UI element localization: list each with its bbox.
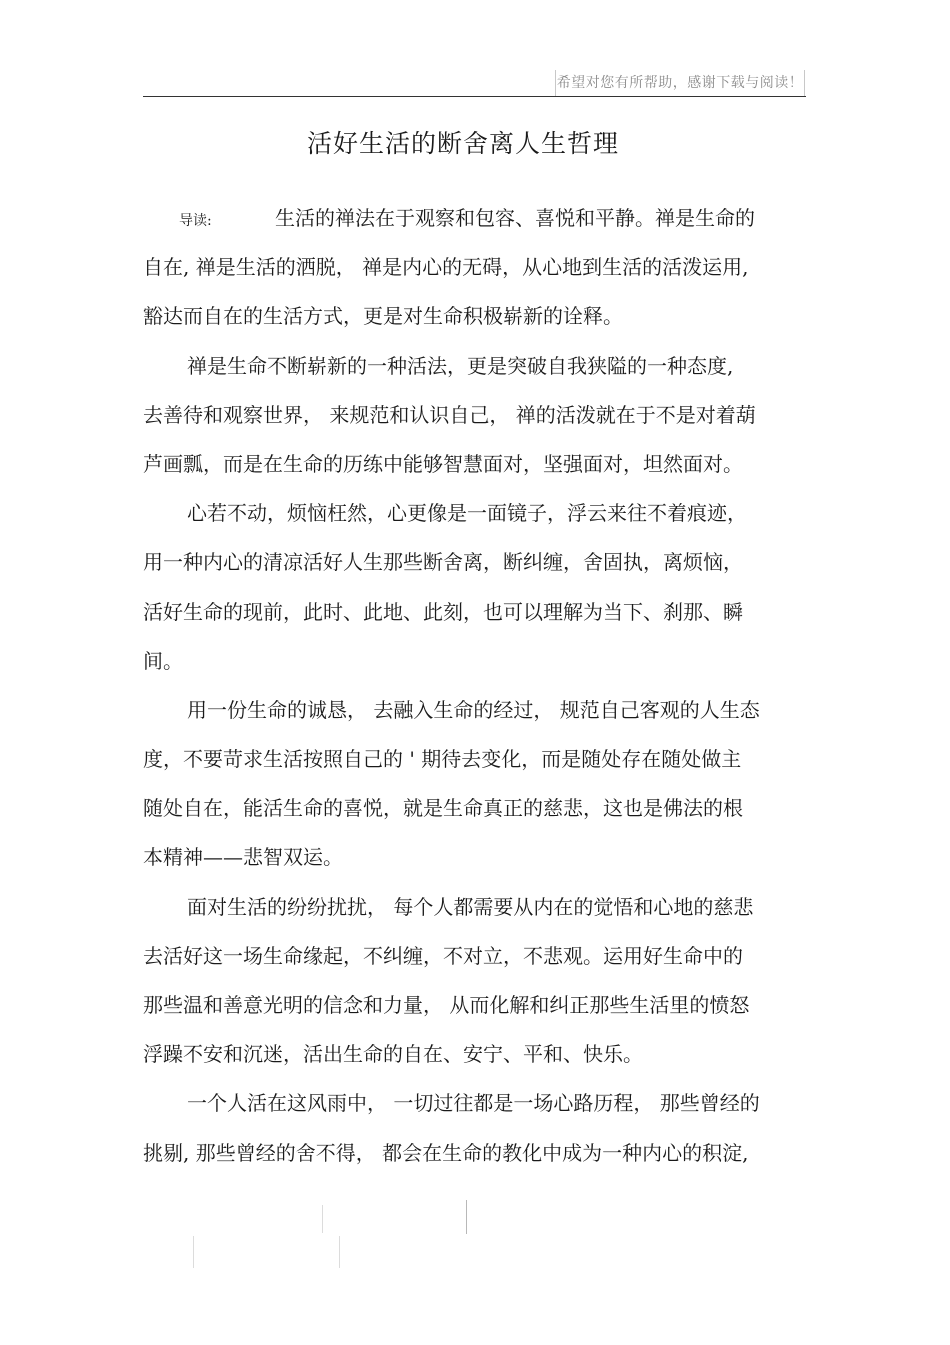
- intro-line: 自在, 禅是生活的洒脱， 禅是内心的无碍，从心地到生活的活泼运用,: [143, 255, 749, 280]
- scan-mark: [466, 1200, 467, 1234]
- header-rule: [143, 96, 806, 97]
- paragraph-line: 度，不要苛求生活按照自己的 ' 期待去变化，而是随处存在随处做主: [143, 747, 742, 772]
- scan-mark: [193, 1236, 194, 1268]
- paragraph-line: 间。: [143, 648, 183, 673]
- paragraph-line: 那些温和善意光明的信念和力量， 从而化解和纠正那些生活里的愤怒: [143, 993, 750, 1017]
- paragraph-line: 心若不动，烦恼枉然，心更像是一面镜子，浮云来往不着痕迹，: [187, 501, 747, 526]
- intro-line: 豁达而自在的生活方式，更是对生命积极崭新的诠释。: [143, 304, 623, 329]
- text-line: [143, 200, 803, 249]
- paragraph-line: 去活好这一场生命缘起，不纠缠，不对立，不悲观。运用好生命中的: [143, 943, 743, 968]
- paragraph-line: 浮躁不安和沉迷，活出生命的自在、安宁、平和、快乐。: [143, 1042, 643, 1067]
- paragraph-line: 挑剔, 那些曾经的舍不得， 都会在生命的教化中成为一种内心的积淀,: [143, 1140, 749, 1165]
- paragraph-line: 用一种内心的清凉活好人生那些断舍离，断纠缠，舍固执，离烦恼，: [143, 550, 743, 575]
- scan-mark: [339, 1236, 340, 1268]
- header-note: 希望对您有所帮助，感谢下载与阅读！: [555, 70, 805, 96]
- paragraph-line: 禅是生命不断崭新的一种活法，更是突破自我狭隘的一种态度,: [187, 353, 734, 378]
- paragraph-line: 活好生命的现前，此时、此地、此刻，也可以理解为当下、刹那、瞬: [143, 599, 743, 624]
- intro-label: 导读:: [179, 213, 212, 229]
- paragraph-line: 用一份生命的诚恳， 去融入生命的经过， 规范自己客观的人生态: [187, 697, 760, 722]
- paragraph-line: 芦画瓢，而是在生命的历练中能够智慧面对，坚强面对，坦然面对。: [143, 451, 743, 476]
- paragraph-line: 一个人活在这风雨中， 一切过往都是一场心路历程， 那些曾经的: [187, 1091, 760, 1116]
- paragraph-line: 随处自在，能活生命的喜悦，就是生命真正的慈悲，这也是佛法的根: [143, 796, 743, 821]
- intro-line: 生活的禅法在于观察和包容、喜悦和平静。禅是生命的: [275, 206, 755, 230]
- paragraph-line: 去善待和观察世界， 来规范和认识自己， 禅的活泼就在于不是对着葫: [143, 402, 756, 427]
- article-body: [143, 200, 803, 1184]
- paragraph-line: 本精神——悲智双运。: [143, 845, 343, 870]
- paragraph-line: 面对生活的纷纷扰扰， 每个人都需要从内在的觉悟和心地的慈悲: [187, 894, 754, 919]
- scan-mark: [322, 1205, 323, 1233]
- page-title: 活好生活的断舍离人生哲理: [306, 129, 619, 158]
